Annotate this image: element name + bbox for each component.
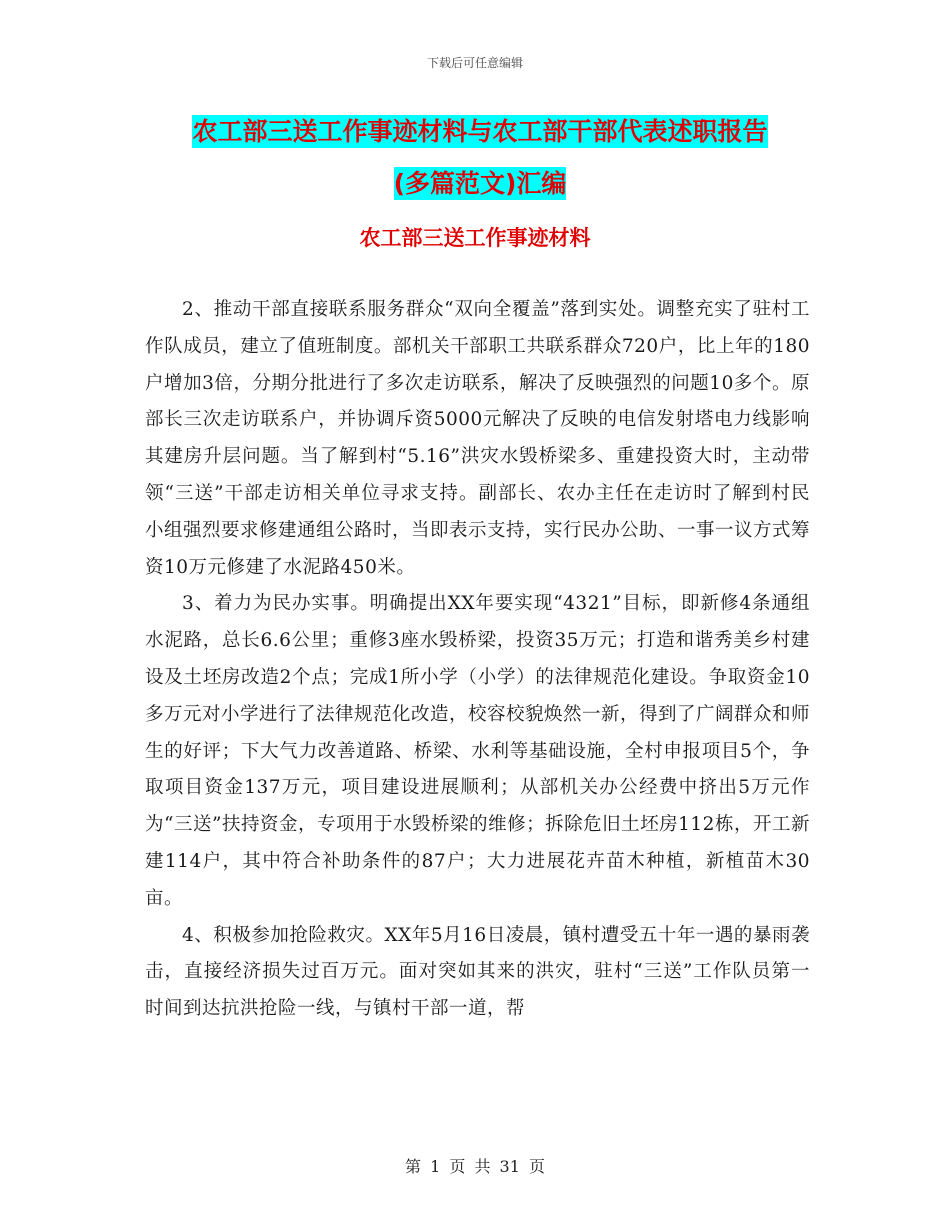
body-text xyxy=(145,292,810,1028)
paragraph: 3、着力为民办实事。明确提出XX年要实现“4321”目标，即新修4条通组水泥路，总长6.6公里；重修3座水毁桥梁，投资35万元；打造和谐秀美乡村建设及土坯房改造2个点；完成1所小学（小学）的法律规范化建设。争取资金10多万元对小学进行了法律规范化改造，校容校貌焕然一新，得到了广阔群众和师生的好评；下大气力改善道路、桥梁、水利等基础设施，全村申报项目5个，争取项目资金137万元，项目建设进展顺利；从部机关办公经费中挤出5万元作为“三送”扶持资金，专项用于水毁桥梁的维修；拆除危旧土坯房112栋，开工新建114户，其中符合补助条件的87户；大力进展花卉苗木种植，新植苗木30亩。 xyxy=(145,593,811,909)
page-footer: 第 1 页 共 31 页 xyxy=(405,1157,545,1176)
paragraph: 4、积极参加抢险救灾。XX年5月16日凌晨，镇村遭受五十年一遇的暴雨袭击，直接经济损失过百万元。面对突如其来的洪灾，驻村“三送”工作队员第一时间到达抗洪抢险一线，与镇村干部一道，帮 xyxy=(145,924,810,1020)
section-title: 农工部三送工作事迹材料 xyxy=(359,226,591,250)
document-title xyxy=(140,106,820,210)
title-line-2: (多篇范文)汇编 xyxy=(393,169,567,198)
title-line-1: 农工部三送工作事迹材料与农工部干部代表述职报告 xyxy=(192,117,768,146)
paragraph: 2、推动干部直接联系服务群众“双向全覆盖”落到实处。调整充实了驻村工作队成员，建立了值班制度。部机关干部职工共联系群众720户，比上年的180户增加3倍，分期分批进行了多次走访联系，解决了反映强烈的问题10多个。原部长三次走访联系户，并协调斥资5000元解决了反映的电信发射塔电力线影响其建房升层问题。当了解到村“5.16”洪灾水毁桥梁多、重建投资大时，主动带领“三送”干部走访相关单位寻求支持。副部长、农办主任在走访时了解到村民小组强烈要求修建通组公路时，当即表示支持，实行民办公助、一事一议方式筹资10万元修建了水泥路450米。 xyxy=(145,299,811,578)
page-header: 下载后可任意编辑 xyxy=(426,56,523,70)
